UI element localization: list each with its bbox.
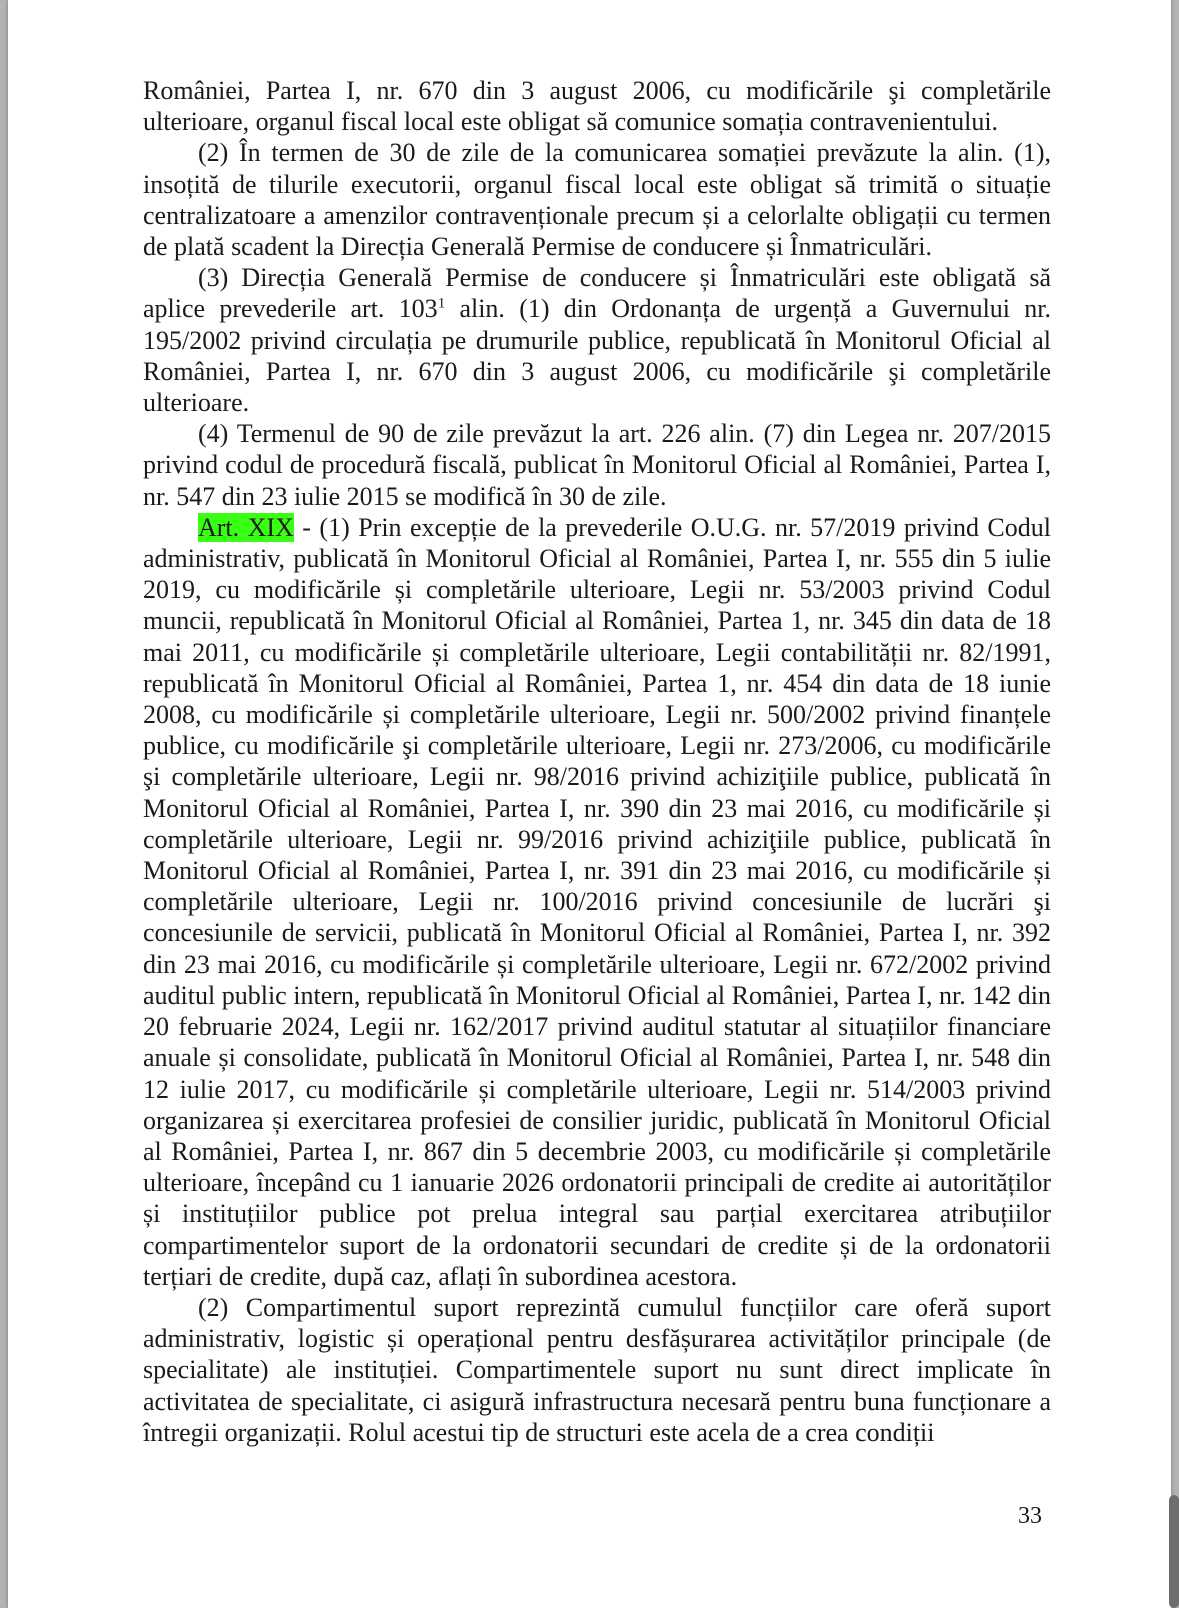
superscript-index: 1 [437, 295, 446, 312]
paragraph-alin-3-text-end: alin. (1) din Ordonanța de urgență a Guvernului nr. 195/2002 privind circulația pe drumurile publice, republicată în Monitorul Oficial al României, Partea I, nr. 670 din 3 august 2006, cu modificările şi completările ulterioare. [143, 294, 1051, 418]
document-page [8, 0, 1171, 1608]
paragraph-continuation: României, Partea I, nr. 670 din 3 august 2006, cu modificările şi completările ulterioare, organul fiscal local este obligat să comunice somația contravenientului. [143, 76, 1051, 137]
paragraph-alin-4: (4) Termenul de 90 de zile prevăzut la art. 226 alin. (7) din Legea nr. 207/2015 privind codul de procedură fiscală, publicat în Monitorul Oficial al României, Partea I, nr. 547 din 23 iulie 2015 se modifică în 30 de zile. [143, 419, 1051, 511]
paragraph-art-xix-alin-2: (2) Compartimentul suport reprezintă cumulul funcțiilor care oferă suport administrativ, logistic și operațional pentru desfășurarea activităților principale (de specialitate) ale instituției. Compartimentele suport nu sunt direct implicate în activitatea de specialitate, ci asigură infrastructura necesară pentru buna funcționare a întregii organizații. Rolul acestui tip de structuri este acela de a crea condiții [143, 1292, 1051, 1447]
article-label-highlighted: Art. XIX [198, 512, 294, 542]
page-content [143, 75, 1051, 1448]
paragraph-alin-3-text-start: (3) Direcția Generală Permise de conducere și Înmatriculări este obligată să aplice prevederile art. 103 [143, 263, 1051, 324]
article-xix-text: - (1) Prin excepție de la prevederile O.U.G. nr. 57/2019 privind Codul administrativ, publicată în Monitorul Oficial al României, Partea I, nr. 555 din 5 iulie 2019, cu modificările și completările ulterioare, Legii nr. 53/2003 privind Codul muncii, republicată în Monitorul Oficial al României, Partea 1, nr. 345 din data de 18 mai 2011, cu modificările și completările ulterioare, Legii contabilității nr. 82/1991, republicată în Monitorul Oficial al României, Partea 1, nr. 454 din data de 18 iunie 2008, cu modificările și completările ulterioare, Legii nr. 500/2002 privind finanțele publice, cu modificările şi completările ulterioare, Legii nr. 273/2006, cu modificările şi completările ulterioare, Legii nr. 98/2016 privind achiziţiile publice, publicată în Monitorul Oficial al României, Partea I, nr. 390 din 23 mai 2016, cu modificările și completările ulterioare, Legii nr. 99/2016 privind achiziţiile publice, publicată în Monitorul Oficial al României, Partea I, nr. 391 din 23 mai 2016, cu modificările și completările ulterioare, Legii nr. 100/2016 privind concesiunile de lucrări şi concesiunile de servicii, publicată în Monitorul Oficial al României, Partea I, nr. 392 din 23 mai 2016, cu modificările și completările ulterioare, Legii nr. 672/2002 privind auditul public intern, republicată în Monitorul Oficial al României, Partea I, nr. 142 din 20 februarie 2024, Legii nr. 162/2017 privind auditul statutar al situațiilor financiare anuale și consolidate, publicată în Monitorul Oficial al României, Partea I, nr. 548 din 12 iulie 2017, cu modificările și completările ulterioare, Legii nr. 514/2003 privind organizarea și exercitarea profesiei de consilier juridic, publicată în Monitorul Oficial al României, Partea I, nr. 867 din 5 decembrie 2003, cu modificările și completările ulterioare, începând cu 1 ianuarie 2026 ordonatorii principali de credite ai autorităților și instituțiilor publice pot prelua integral sau parțial exercitarea atribuțiilor compartimentelor suport de la ordonatorii secundari de credite și de la ordonatorii terțiari de credite, după caz, aflați în subordinea acestora. [143, 512, 1051, 1291]
paragraph-alin-2: (2) În termen de 30 de zile de la comunicarea somației prevăzute la alin. (1), insoțită de tilurile executorii, organul fiscal local este obligat să trimită o situație centralizatoare a amenzilor contravenționale precum și a celorlalte obligații cu termen de plată scadent la Direcția Generală Permise de conducere și Înmatriculări. [143, 138, 1051, 262]
paragraph-alin-3 [143, 262, 1051, 418]
scrollbar-thumb[interactable] [1169, 1495, 1179, 1608]
page-number: 33 [1018, 1503, 1042, 1529]
paragraph-art-xix [143, 512, 1051, 1292]
